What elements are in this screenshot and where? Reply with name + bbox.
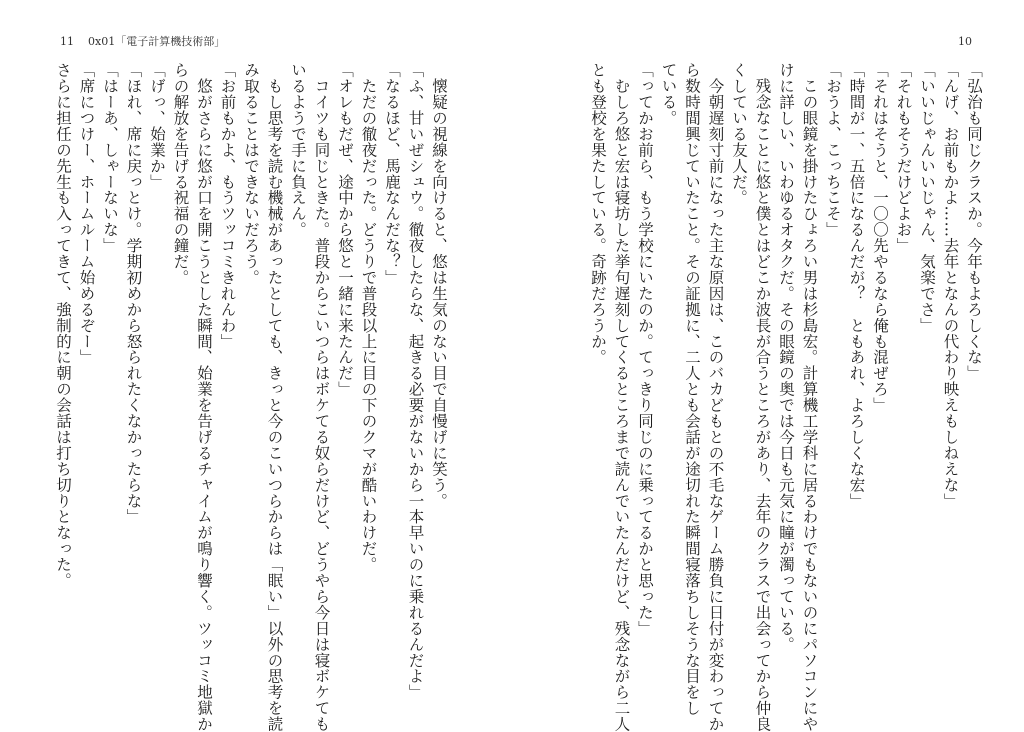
text-line: 「席につけー、ホームルーム始めるぞー」 (77, 62, 96, 366)
text-line: いるようで手に負えん。 (289, 62, 307, 238)
text-line: らの解放を告げる祝福の鐘だ。 (171, 62, 190, 286)
text-line: ら数時間興じていたこと。その証拠に、二人とも会話が途切れた瞬間寝落ちしそうな目をし (683, 62, 701, 716)
text-line: 「弘治も同じクラスか。今年もよろしくな」 (965, 62, 983, 381)
text-line: くしている友人だ。 (730, 62, 748, 206)
text-line: 懐疑の視線を向けると、悠は生気のない目で自慢げに笑う。 (430, 62, 448, 509)
text-line: 「ふ、甘いぜシュウ。徹夜したらな、起きる必要がないから一本早いのに乗れるんだよ」 (406, 62, 425, 700)
text-line: この眼鏡を掛けたひょろい男は杉島宏。計算機工学科に居るわけでもないのにパソコンにや (800, 62, 819, 732)
text-line: むしろ悠と宏は寝坊した挙句遅刻してくるところまで読んでいたんだけど、残念ながら二人 (612, 62, 631, 732)
right-page-number: 10 (958, 35, 972, 48)
right-page-text (589, 62, 985, 732)
text-line: とも登校を果たしている。奇跡だろうか。 (589, 62, 607, 366)
left-page-number: 11 (60, 35, 74, 48)
text-line: コイツも同じときた。普段からこいつらはボケてる奴らだけど、どうやら今日は寝ボケても (312, 62, 331, 732)
text-line: けに詳しい、いわゆるオタクだ。その眼鏡の奥では今日も元気に瞳が濁っている。 (777, 62, 795, 653)
text-line: 残念なことに悠と僕とはどこか波長が合うところがあり、去年のクラスで出会ってから仲良 (753, 62, 772, 732)
text-line: 「それもそうだけどよお」 (894, 62, 913, 254)
text-line: 「オレもだぜ、途中から悠と一緒に来たんだ」 (336, 62, 354, 397)
text-line: 「お前もかよ、もうツッコミきれんわ」 (218, 62, 237, 350)
text-line: み取ることはできないだろう。 (242, 62, 260, 286)
text-line: 「時間が一、五倍になるんだが？ ともあれ、よろしくな宏」 (847, 62, 866, 509)
text-line: 「おうよ、こっちこそ」 (824, 62, 842, 238)
text-line: もし思考を読む機械があったとしても、きっと今のこいつらからは「眠い」以外の思考を読 (265, 62, 284, 732)
text-line: 「それはそうと、一〇〇先やるなら俺も混ぜろ」 (871, 62, 889, 413)
text-line: 「ほれ、席に戻っとけ。学期初めから怒られたくなかったらな」 (124, 62, 143, 525)
text-line: ただの徹夜だった。どうりで普段以上に目の下のクマが酷いわけだ。 (359, 62, 378, 573)
text-line: 「なるほど、馬鹿なんだな？」 (383, 62, 401, 286)
text-line: 悠がさらに悠が口を開こうとした瞬間、始業を告げるチャイムが鳴り響く。ツッコミ地獄か (195, 62, 213, 732)
text-line: さらに担任の先生も入ってきて、強制的に朝の会話は打ち切りとなった。 (54, 62, 72, 589)
text-line: ている。 (659, 62, 678, 126)
text-line: 「はーあ、しゃーないな」 (101, 62, 119, 254)
text-line: 「いいじゃんいいじゃん、気楽でさ」 (918, 62, 936, 334)
left-page-text (54, 62, 450, 732)
text-line: 「げっ、始業か」 (148, 62, 166, 190)
text-line: 「んげ、お前もかよ……去年となんの代わり映えもしねえな」 (941, 62, 960, 509)
text-line: 「ってかお前ら、もう学校にいたのか。てっきり同じのに乗ってるかと思った」 (636, 62, 654, 637)
text-line: 今朝遅刻寸前になった主な原因は、このバカどもとの不毛なゲーム勝負に日付が変わってか (706, 62, 725, 732)
running-title: 0x01「電子計算機技術部」 (88, 35, 226, 48)
